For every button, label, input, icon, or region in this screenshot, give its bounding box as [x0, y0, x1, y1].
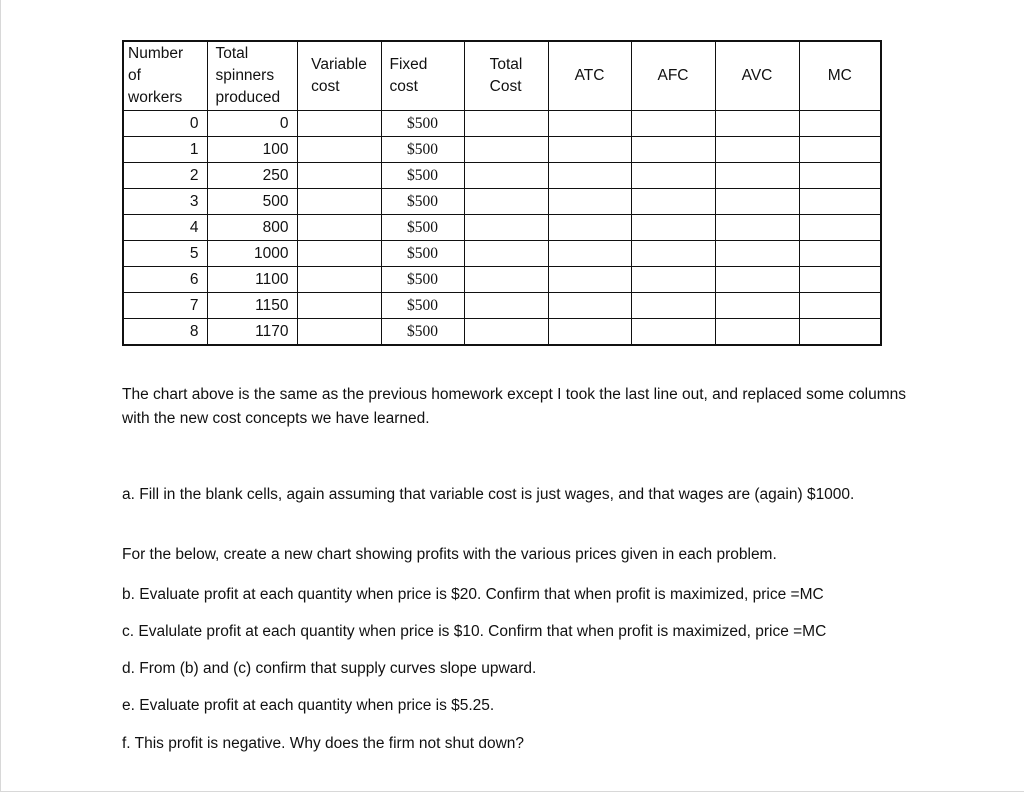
header-total-cost: Total Cost [464, 41, 548, 111]
table-row [123, 215, 881, 241]
table-row [123, 267, 881, 293]
table-row [123, 293, 881, 319]
header-total-spinners: Total spinners produced [207, 41, 297, 111]
cell-workers: 3 [123, 189, 207, 215]
header-avc: AVC [715, 41, 799, 111]
cell-workers: 1 [123, 137, 207, 163]
cell-spinners: 100 [207, 137, 297, 163]
cell-afc[interactable] [631, 241, 715, 267]
table-row [123, 111, 881, 137]
cell-total-cost[interactable] [464, 111, 548, 137]
cell-afc[interactable] [631, 163, 715, 189]
question-c: c. Evalulate profit at each quantity when price is $10. Confirm that when profit is maximized, price =MC [122, 623, 827, 640]
header-variable-cost: Variable cost [297, 41, 381, 111]
question-b: b. Evaluate profit at each quantity when price is $20. Confirm that when profit is maximized, price =MC [122, 586, 824, 603]
cell-avc[interactable] [715, 137, 799, 163]
header-number-of-workers: Number of workers [123, 41, 207, 111]
cell-avc[interactable] [715, 163, 799, 189]
cell-workers: 5 [123, 241, 207, 267]
cell-variable-cost[interactable] [297, 137, 381, 163]
intro-paragraph: The chart above is the same as the previous homework except I took the last line out, and replaced some columns with the new cost concepts we have learned. [122, 386, 907, 427]
cell-avc[interactable] [715, 319, 799, 346]
cell-mc[interactable] [799, 319, 881, 346]
cell-total-cost[interactable] [464, 163, 548, 189]
cell-atc[interactable] [548, 111, 631, 137]
cell-spinners: 250 [207, 163, 297, 189]
cell-mc[interactable] [799, 241, 881, 267]
cell-variable-cost[interactable] [297, 293, 381, 319]
cell-total-cost[interactable] [464, 319, 548, 346]
table-row [123, 319, 881, 346]
table-row [123, 241, 881, 267]
cell-fixed-cost: $500 [381, 111, 464, 137]
cell-workers: 2 [123, 163, 207, 189]
cell-total-cost[interactable] [464, 241, 548, 267]
cell-avc[interactable] [715, 111, 799, 137]
cell-afc[interactable] [631, 111, 715, 137]
cell-mc[interactable] [799, 137, 881, 163]
cell-afc[interactable] [631, 319, 715, 346]
question-f: f. This profit is negative. Why does the firm not shut down? [122, 735, 525, 752]
cell-spinners: 800 [207, 215, 297, 241]
cell-spinners: 0 [207, 111, 297, 137]
cell-mc[interactable] [799, 267, 881, 293]
cell-spinners: 1170 [207, 319, 297, 346]
cell-variable-cost[interactable] [297, 241, 381, 267]
table-row [123, 163, 881, 189]
cell-variable-cost[interactable] [297, 163, 381, 189]
question-a: a. Fill in the blank cells, again assuming that variable cost is just wages, and that wages are (again) $1000. [122, 486, 855, 503]
cell-fixed-cost: $500 [381, 319, 464, 346]
cell-afc[interactable] [631, 267, 715, 293]
table-row [123, 137, 881, 163]
page-edge [0, 0, 1, 792]
cell-mc[interactable] [799, 215, 881, 241]
cell-fixed-cost: $500 [381, 215, 464, 241]
cell-variable-cost[interactable] [297, 189, 381, 215]
cell-mc[interactable] [799, 111, 881, 137]
cell-atc[interactable] [548, 293, 631, 319]
table-row [123, 189, 881, 215]
cell-fixed-cost: $500 [381, 163, 464, 189]
question-e: e. Evaluate profit at each quantity when price is $5.25. [122, 697, 495, 714]
cell-avc[interactable] [715, 293, 799, 319]
cell-total-cost[interactable] [464, 215, 548, 241]
cell-spinners: 1000 [207, 241, 297, 267]
cell-workers: 6 [123, 267, 207, 293]
cell-workers: 4 [123, 215, 207, 241]
cell-total-cost[interactable] [464, 137, 548, 163]
cell-afc[interactable] [631, 189, 715, 215]
cell-workers: 0 [123, 111, 207, 137]
cell-mc[interactable] [799, 163, 881, 189]
cell-variable-cost[interactable] [297, 267, 381, 293]
cell-total-cost[interactable] [464, 293, 548, 319]
cell-atc[interactable] [548, 319, 631, 346]
header-mc: MC [799, 41, 881, 111]
cell-workers: 8 [123, 319, 207, 346]
cell-atc[interactable] [548, 241, 631, 267]
cell-avc[interactable] [715, 267, 799, 293]
cell-atc[interactable] [548, 189, 631, 215]
cell-variable-cost[interactable] [297, 111, 381, 137]
cell-fixed-cost: $500 [381, 137, 464, 163]
cell-afc[interactable] [631, 137, 715, 163]
cell-afc[interactable] [631, 215, 715, 241]
cell-fixed-cost: $500 [381, 241, 464, 267]
cell-spinners: 1100 [207, 267, 297, 293]
cell-avc[interactable] [715, 189, 799, 215]
header-afc: AFC [631, 41, 715, 111]
header-atc: ATC [548, 41, 631, 111]
cell-variable-cost[interactable] [297, 215, 381, 241]
cell-avc[interactable] [715, 241, 799, 267]
cell-mc[interactable] [799, 189, 881, 215]
cell-atc[interactable] [548, 215, 631, 241]
cell-avc[interactable] [715, 215, 799, 241]
question-d: d. From (b) and (c) confirm that supply curves slope upward. [122, 660, 537, 677]
cell-spinners: 1150 [207, 293, 297, 319]
table-header-row [123, 41, 881, 111]
cell-spinners: 500 [207, 189, 297, 215]
cell-total-cost[interactable] [464, 267, 548, 293]
cell-fixed-cost: $500 [381, 189, 464, 215]
cost-table [122, 40, 882, 346]
cell-workers: 7 [123, 293, 207, 319]
instructions-note: For the below, create a new chart showing profits with the various prices given in each problem. [122, 546, 777, 563]
cell-fixed-cost: $500 [381, 267, 464, 293]
cell-afc[interactable] [631, 293, 715, 319]
cell-variable-cost[interactable] [297, 319, 381, 346]
cell-total-cost[interactable] [464, 189, 548, 215]
cell-mc[interactable] [799, 293, 881, 319]
cell-fixed-cost: $500 [381, 293, 464, 319]
cell-atc[interactable] [548, 267, 631, 293]
cell-atc[interactable] [548, 163, 631, 189]
cell-atc[interactable] [548, 137, 631, 163]
header-fixed-cost: Fixed cost [381, 41, 464, 111]
